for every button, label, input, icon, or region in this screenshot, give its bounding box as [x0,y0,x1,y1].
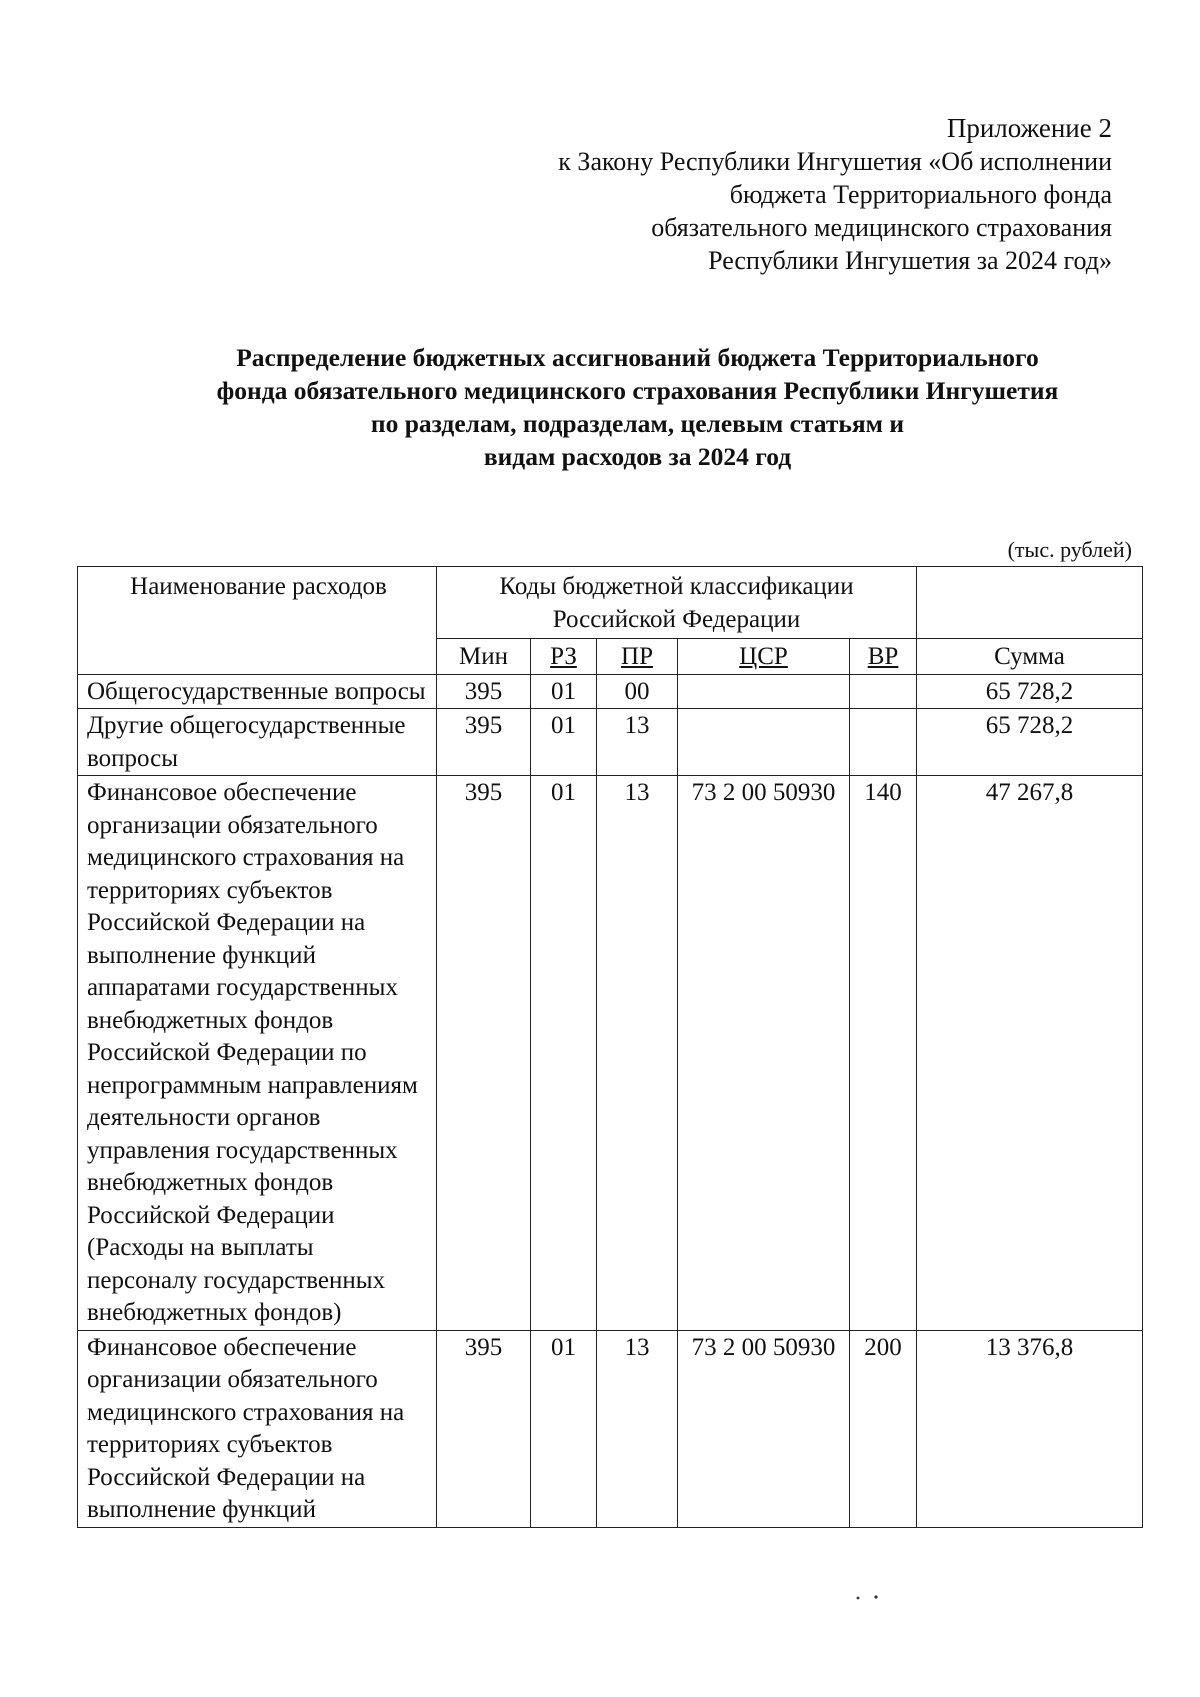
table-row [78,709,1143,776]
row-min: 395 [437,709,531,776]
row-vr: 140 [850,776,917,1331]
title-line: фонда обязательного медицинского страхования Республики Ингушетия [216,376,1059,405]
header-codes: Коды бюджетной классификации Российской Федерации [437,567,917,639]
row-min: 395 [437,1330,531,1527]
row-vr [850,709,917,776]
row-vr: 200 [850,1330,917,1527]
row-rz: 01 [531,776,597,1331]
row-csr: 73 2 00 50930 [678,776,850,1331]
row-rz: 01 [531,674,597,709]
budget-table [77,566,1143,1528]
header-pr [597,639,678,675]
annex-line: Республики Ингушетия за 2024 год» [708,246,1112,275]
header-rz [531,639,597,675]
row-name: Финансовое обеспечение организации обязательного медицинского страхования на территориях субъектов Российской Федерации на выполнение функций аппаратами государственных внебюджетных фондов Российской Федерации по непрограммным направлениям деятельности органов управления государственных внебюджетных фондов Российской Федерации (Расходы на выплаты персоналу государственных внебюджетных фондов) [78,776,437,1331]
row-pr: 00 [597,674,678,709]
row-rz: 01 [531,1330,597,1527]
header-sum: Сумма [917,639,1143,675]
row-name: Финансовое обеспечение организации обязательного медицинского страхования на территориях субъектов Российской Федерации на выполнение функций [78,1330,437,1527]
row-vr [850,674,917,709]
scan-speck-decoration [850,1595,890,1601]
row-csr: 73 2 00 50930 [678,1330,850,1527]
annex-line: бюджета Территориального фонда [729,180,1112,209]
row-min: 395 [437,776,531,1331]
table-row [78,674,1143,709]
title-line: по разделам, подразделам, целевым статьям и [370,409,905,438]
table-header-row [78,567,1143,639]
header-vr-label: ВР [867,643,899,670]
units-label: (тыс. рублей) [1007,537,1132,562]
row-pr: 13 [597,776,678,1331]
table-row [78,776,1143,1331]
header-min: Мин [437,639,531,675]
title-line: Распределение бюджетных ассигнований бюджета Территориального [236,343,1039,372]
row-csr [678,709,850,776]
row-sum: 65 728,2 [917,674,1143,709]
title-line: видам расходов за 2024 год [483,442,792,471]
row-min: 395 [437,674,531,709]
row-name: Общегосударственные вопросы [78,674,437,709]
header-csr-label: ЦСР [739,643,788,670]
annex-line: Приложение 2 [946,113,1112,143]
document-title [100,341,1175,473]
row-pr: 13 [597,709,678,776]
row-rz: 01 [531,709,597,776]
annex-line: обязательного медицинского страхования [651,213,1112,242]
row-sum: 13 376,8 [917,1330,1143,1527]
row-sum: 65 728,2 [917,709,1143,776]
row-name: Другие общегосударственные вопросы [78,709,437,776]
annex-header [558,112,1112,277]
annex-line: к Закону Республики Ингушетия «Об исполнении [558,147,1112,176]
header-csr [678,639,850,675]
row-sum: 47 267,8 [917,776,1143,1331]
header-pr-label: ПР [621,643,653,670]
row-csr [678,674,850,709]
header-vr [850,639,917,675]
header-name: Наименование расходов [78,567,437,675]
table-row [78,1330,1143,1527]
header-rz-label: РЗ [550,643,577,670]
header-empty [917,567,1143,639]
row-pr: 13 [597,1330,678,1527]
